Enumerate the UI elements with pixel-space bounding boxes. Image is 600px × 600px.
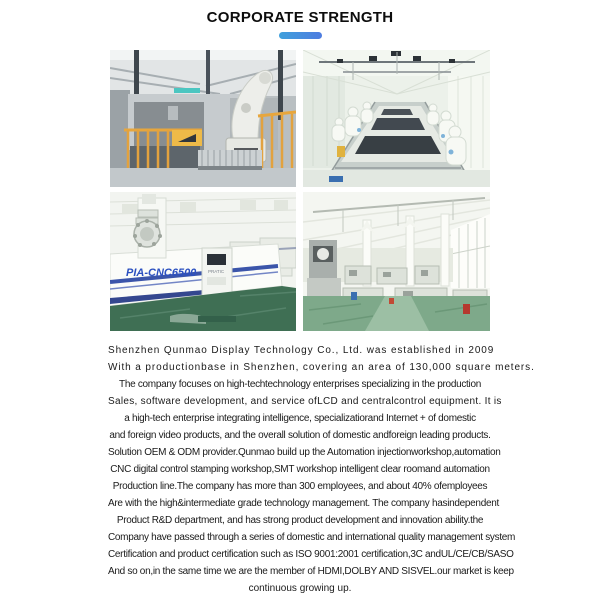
photo-robot-arm-workshop: [110, 50, 296, 187]
company-description-line: Solution OEM & ODM provider.Qunmao build up the Automation injectionworkshop,automation: [108, 447, 501, 458]
cnc-machine-model-label: PIA-CNC6500: [126, 267, 197, 279]
company-description-line: a high-tech enterprise integrating intelligence, specializatiorand Internet + of domestic: [124, 413, 476, 424]
title-underline-bar: [279, 32, 322, 39]
company-description-line: CNC digital control stamping workshop,SMT workshop intelligent clear roomand automation: [110, 464, 490, 475]
company-description-line: The company focuses on high-techtechnology enterprises specializing in the production: [119, 379, 481, 390]
company-description-line: Shenzhen Qunmao Display Technology Co., Ltd. was established in 2009: [108, 345, 495, 356]
company-description-line: Company have passed through a series of domestic and international quality management system: [108, 532, 516, 543]
photo-cleanroom-assembly-line: [303, 50, 490, 187]
cleanroom-assembly-line-illustration: [303, 50, 490, 187]
company-description: [108, 342, 535, 597]
cnc-brand-label: PRATIC: [208, 269, 225, 274]
cnc-machining-center-illustration: [110, 192, 296, 331]
company-description-line: Sales, software development, and service ofLCD and centralcontrol equipment. It is: [108, 396, 502, 407]
photo-cnc-machining-center: [110, 192, 296, 331]
company-description-line: Are with the high&intermediate grade technology management. The company hasindependent: [108, 498, 499, 509]
company-description-line: continuous growing up.: [248, 583, 352, 594]
company-description-line: Certification and product certification such as ISO 9001:2001 certification,3C andUL/CE/CB/SASO: [108, 549, 514, 560]
factory-production-hall-illustration: [303, 192, 490, 331]
company-description-line: Production line.The company has more than 300 employees, and about 40% ofemployees: [112, 481, 488, 492]
company-description-line: and foreign video products, and the overall solution of domestic andforeign leading products.: [109, 430, 491, 441]
photo-factory-production-hall: [303, 192, 490, 331]
company-description-line: Product R&D department, and has strong product development and innovation ability.the: [116, 515, 484, 526]
robot-arm-workshop-illustration: [110, 50, 296, 187]
page-title: CORPORATE STRENGTH: [206, 9, 394, 26]
company-description-line: And so on,in the same time we are the member of HDMI,DOLBY AND SISVEL.our market is keep: [108, 566, 514, 577]
photo-gallery: [110, 50, 490, 331]
company-description-line: With a productionbase in Shenzhen, covering an area of 130,000 square meters.: [108, 362, 535, 373]
